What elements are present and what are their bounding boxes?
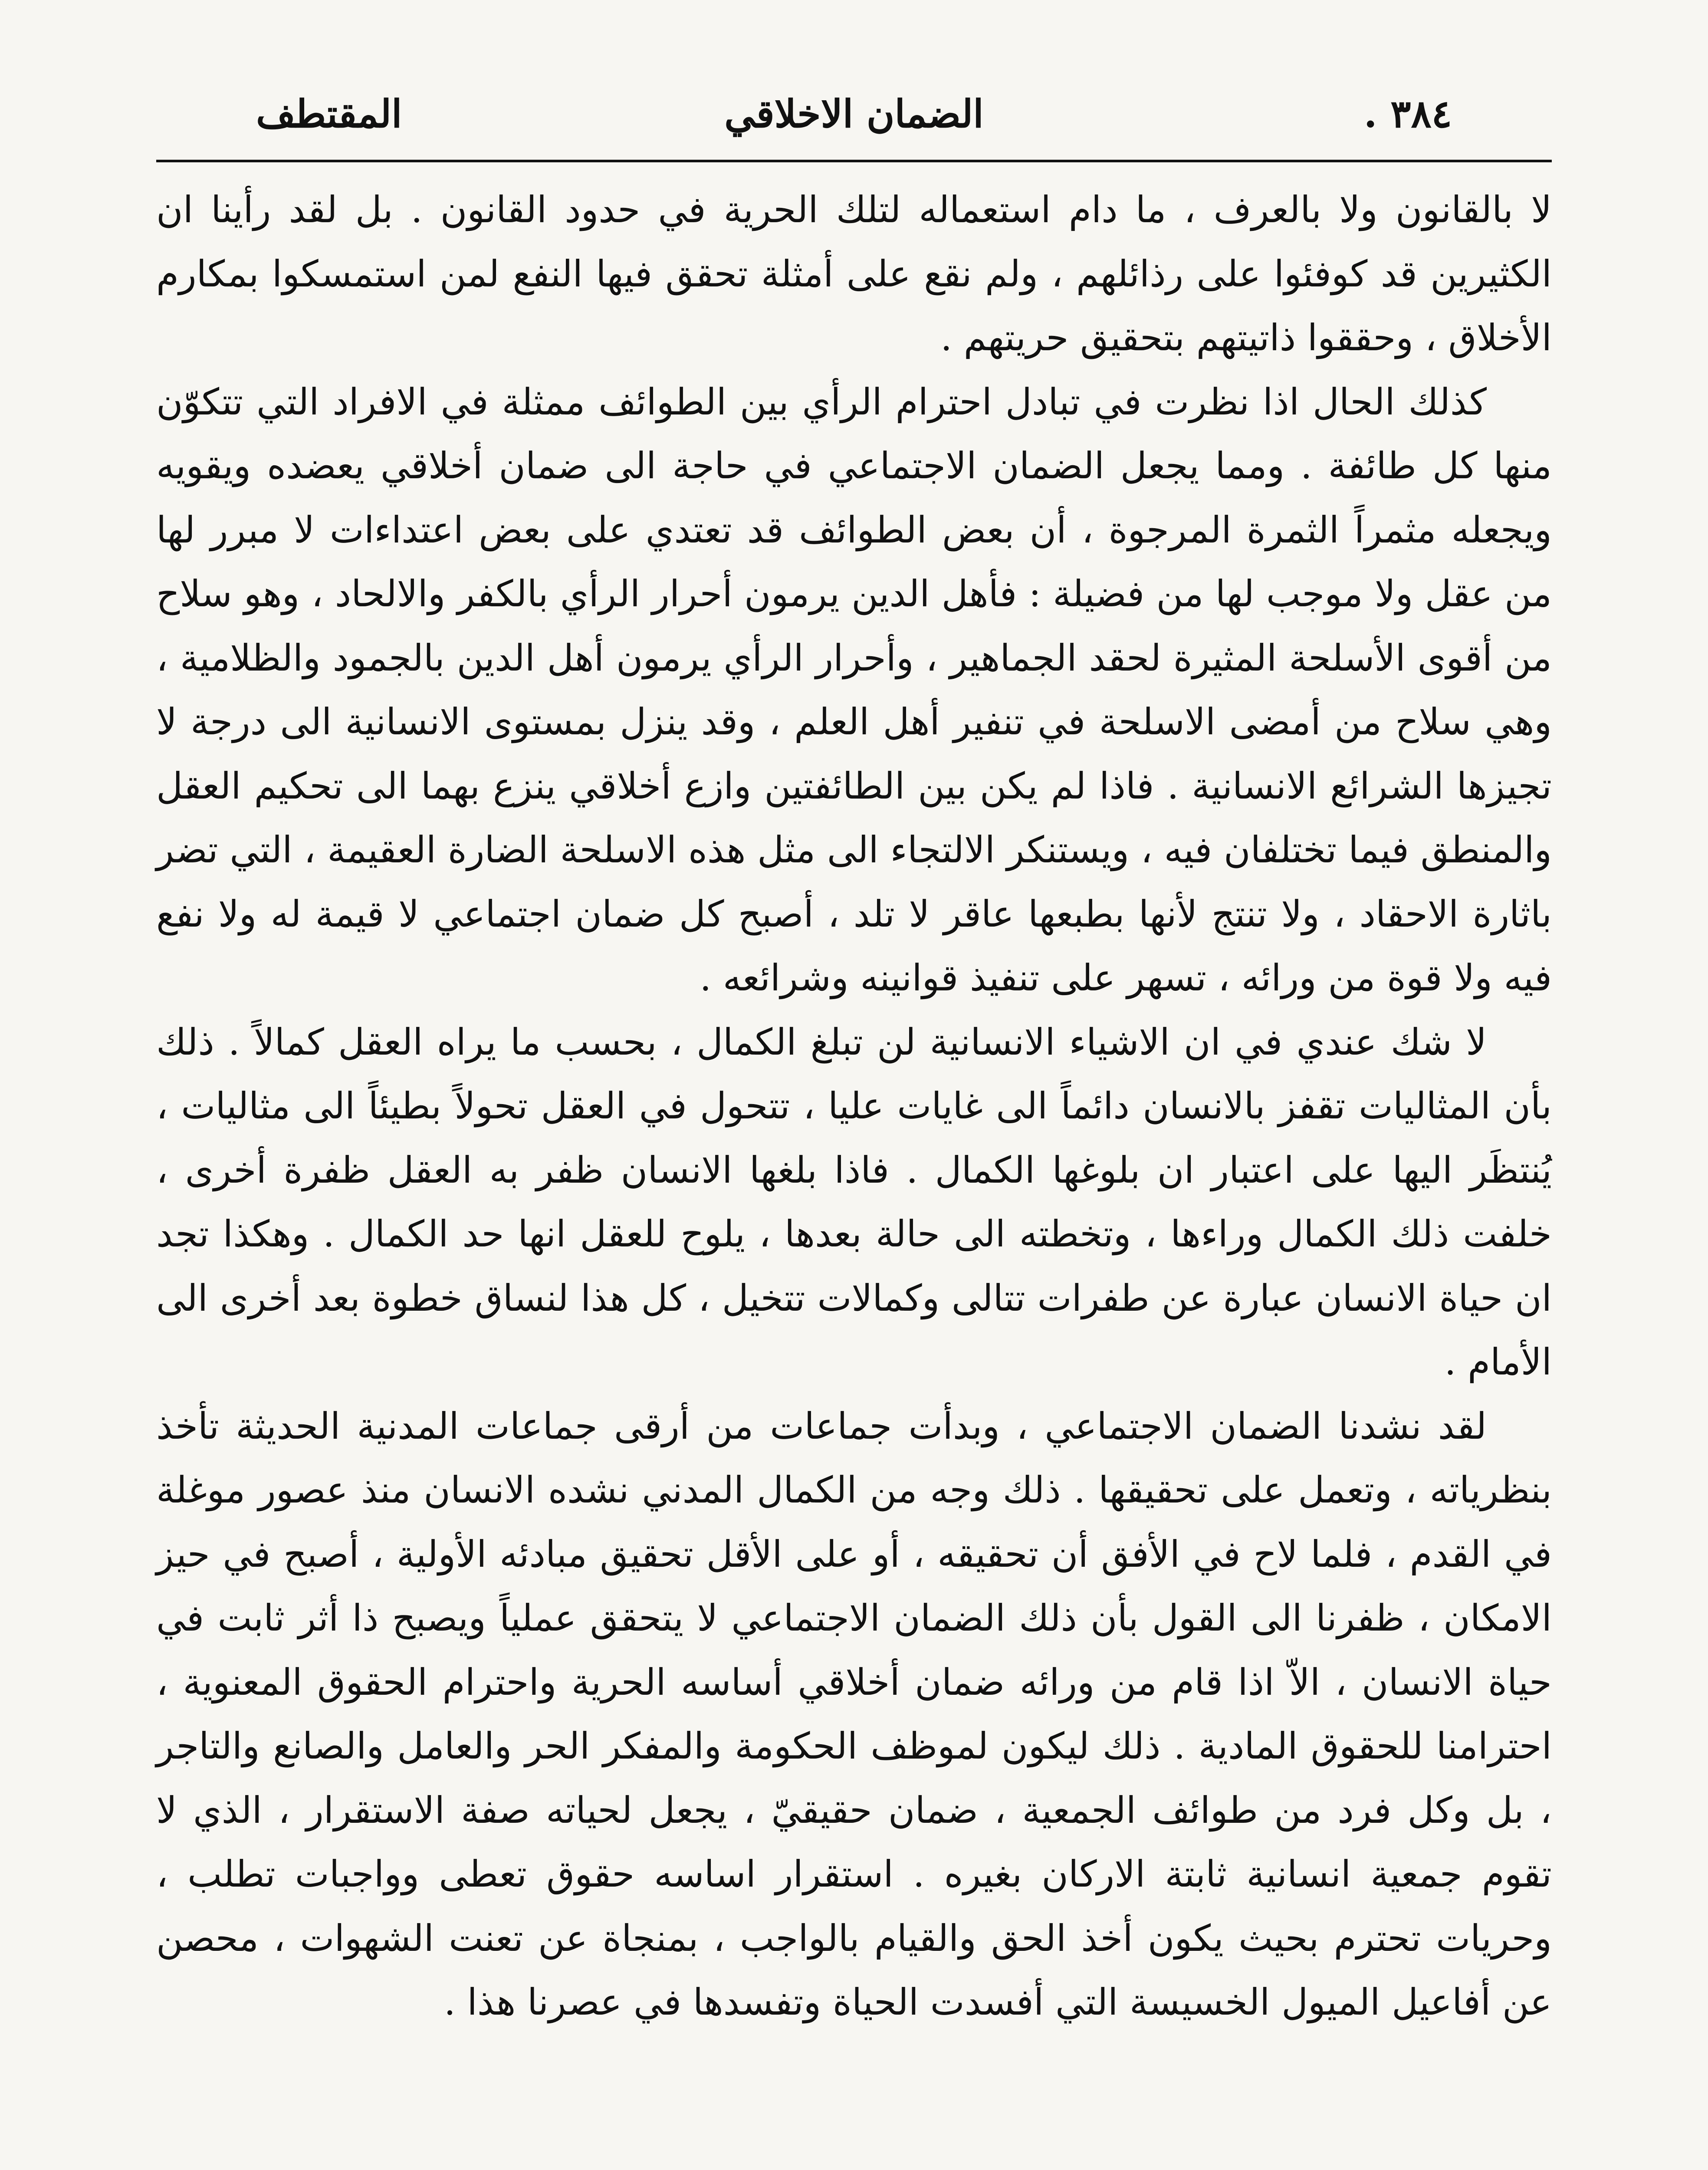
header-rule (156, 160, 1552, 162)
paragraph: لقد نشدنا الضمان الاجتماعي ، وبدأت جماعات من أرقى جماعات المدنية الحديثة تأخذ بنظرياته ، وتعمل على تحقيقها . ذلك وجه من الكمال المدني نشده الانسان منذ عصور موغلة في القدم ، فلما لاح في الأفق أن تحقيقه ، أو على الأقل تحقيق مبادئه الأولية ، أصبح في حيز الامكان ، ظفرنا الى القول بأن ذلك الضمان الاجتماعي لا يتحقق عملياً ويصبح ذا أثر ثابت في حياة الانسان ، الاّ اذا قام من ورائه ضمان أخلاقي أساسه الحرية واحترام الحقوق المعنوية ، احترامنا للحقوق المادية . ذلك ليكون لموظف الحكومة والمفكر الحر والعامل والصانع والتاجر ، بل وكل فرد من طوائف الجمعية ، ضمان حقيقيّ ، يجعل لحياته صفة الاستقرار ، الذي لا تقوم جمعية انسانية ثابتة الاركان بغيره . استقرار اساسه حقوق تعطى وواجبات تطلب ، وحريات تحترم بحيث يكون أخذ الحق والقيام بالواجب ، بمنجاة عن تعنت الشهوات ، محصن عن أفاعيل الميول الخسيسة التي أفسدت الحياة وتفسدها في عصرنا هذا . (156, 1404, 1552, 2023)
article-body (156, 178, 1552, 2035)
page-number: ٣٨٤ . (1363, 91, 1452, 136)
paragraph: لا بالقانون ولا بالعرف ، ما دام استعماله لتلك الحرية في حدود القانون . بل لقد رأينا ان الكثيرين قد كوفئوا على رذائلهم ، ولم نقع على أمثلة تحقق فيها النفع لمن استمسكوا بمكارم الأخلاق ، وحققوا ذاتيتهم بتحقيق حريتهم . (156, 188, 1552, 359)
paragraph: كذلك الحال اذا نظرت في تبادل احترام الرأي بين الطوائف ممثلة في الافراد التي تتكوّن منها كل طائفة . ومما يجعل الضمان الاجتماعي في حاجة الى ضمان أخلاقي يعضده ويقويه ويجعله مثمراً الثمرة المرجوة ، أن بعض الطوائف قد تعتدي على بعض اعتداءات لا مبرر لها من عقل ولا موجب لها من فضيلة : فأهل الدين يرمون أحرار الرأي بالكفر والالحاد ، وهو سلاح من أقوى الأسلحة المثيرة لحقد الجماهير ، وأحرار الرأي يرمون أهل الدين بالجمود والظلامية ، وهي سلاح من أمضى الاسلحة في تنفير أهل العلم ، وقد ينزل بمستوى الانسانية الى درجة لا تجيزها الشرائع الانسانية . فاذا لم يكن بين الطائفتين وازع أخلاقي ينزع بهما الى تحكيم العقل والمنطق فيما تختلفان فيه ، ويستنكر الالتجاء الى مثل هذه الاسلحة الضارة العقيمة ، التي تضر باثارة الاحقاد ، ولا تنتج لأنها بطبعها عاقر لا تلد ، أصبح كل ضمان اجتماعي لا قيمة له ولا نفع فيه ولا قوة من ورائه ، تسهر على تنفيذ قوانينه وشرائعه . (156, 380, 1552, 999)
running-title: الضمان الاخلاقي (724, 91, 984, 136)
paragraph: لا شك عندي في ان الاشياء الانسانية لن تبلغ الكمال ، بحسب ما يراه العقل كمالاً . ذلك بأن المثاليات تقفز بالانسان دائماً الى غايات عليا ، تتحول في العقل تحولاً بطيئاً الى مثاليات ، يُنتظَر اليها على اعتبار ان بلوغها الكمال . فاذا بلغها الانسان ظفر به العقل ظفرة أخرى ، خلفت ذلك الكمال وراءها ، وتخطته الى حالة بعدها ، يلوح للعقل انها حد الكمال . وهكذا تجد ان حياة الانسان عبارة عن طفرات تتالى وكمالات تتخيل ، كل هذا لنساق خطوة بعد أخرى الى الأمام . (156, 1020, 1552, 1383)
journal-name: المقتطف (256, 91, 402, 136)
page-header (156, 82, 1552, 152)
